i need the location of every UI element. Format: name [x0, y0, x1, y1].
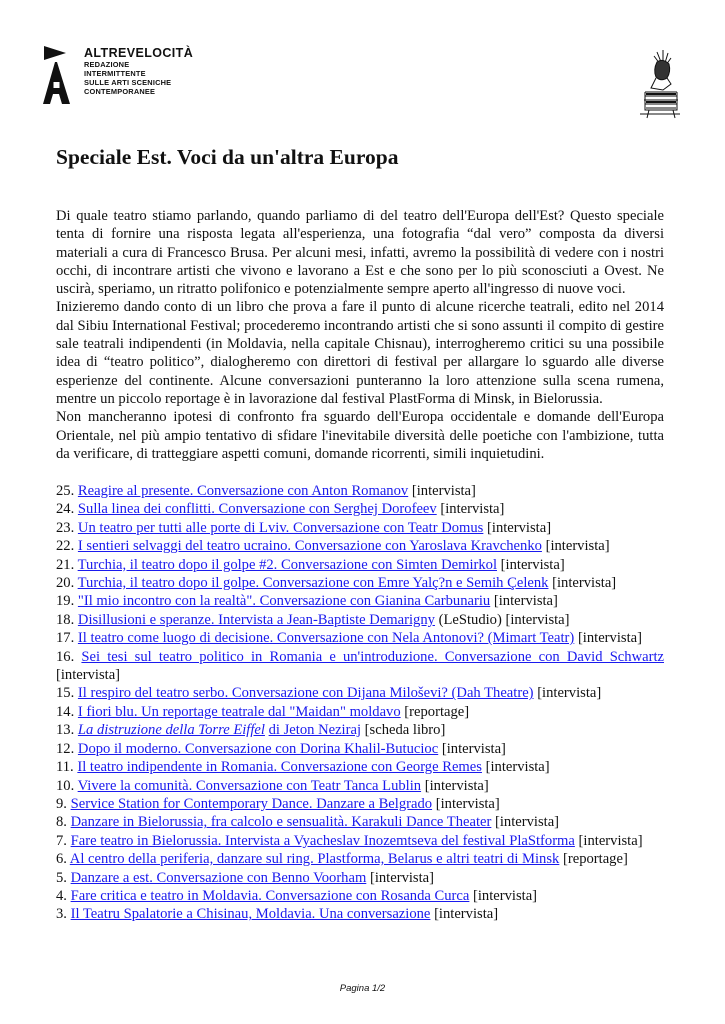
logo-subtitle-line: CONTEMPORANEE: [84, 87, 156, 96]
article-list-item: [56, 721, 664, 739]
article-list-item: [56, 795, 664, 813]
article-link[interactable]: Fare teatro in Bielorussia. Intervista a Vyacheslav Inozemtseva del festival PlaStforma: [70, 832, 575, 849]
article-list-item: [56, 592, 664, 610]
article-type-tag: [intervista]: [500, 556, 565, 573]
article-list-item: [56, 611, 664, 629]
article-type-tag: [intervista]: [435, 795, 500, 812]
article-number: 15.: [56, 685, 75, 702]
article-type-tag: [intervista]: [537, 685, 602, 702]
article-number: 11.: [56, 759, 74, 776]
logo-text: [84, 46, 193, 96]
article-number: 3.: [56, 906, 67, 923]
article-number: 21.: [56, 556, 75, 573]
article-number: 18.: [56, 611, 75, 628]
article-list-item: [56, 887, 664, 905]
article-number: 9.: [56, 795, 67, 812]
article-link[interactable]: Sei tesi sul teatro politico in Romania e un'introduzione. Conversazione con David Schwartz: [81, 648, 664, 665]
article-number: 24.: [56, 501, 75, 518]
article-list-item: [56, 574, 664, 592]
article-link[interactable]: Sulla linea dei conflitti. Conversazione con Serghej Dorofeev: [77, 501, 437, 518]
article-type-tag: [intervista]: [493, 593, 558, 610]
page-title: Speciale Est. Voci da un'altra Europa: [56, 145, 399, 169]
article-link[interactable]: Danzare a est. Conversazione con Benno Voorham: [70, 869, 367, 886]
article-type-tag: (LeStudio) [intervista]: [438, 611, 570, 628]
article-list-item: [56, 813, 664, 831]
article-type-tag: [intervista]: [411, 483, 476, 499]
article-list-item: [56, 537, 664, 555]
article-type-tag: [intervista]: [56, 667, 121, 684]
article-number: 7.: [56, 832, 67, 849]
article-number: 10.: [56, 777, 75, 794]
article-list-item: [56, 629, 664, 647]
article-link[interactable]: Il Teatru Spalatorie a Chisinau, Moldavia. Una conversazione: [70, 906, 431, 923]
article-link[interactable]: Disillusioni e speranze. Intervista a Jean-Baptiste Demarigny: [77, 611, 435, 628]
article-type-tag: [intervista]: [440, 501, 505, 518]
article-number: 8.: [56, 814, 67, 831]
article-type-tag: [intervista]: [434, 906, 499, 923]
article-number: 19.: [56, 593, 75, 610]
article-type-tag: [intervista]: [545, 538, 610, 555]
article-list-item: [56, 777, 664, 795]
page-header: [40, 40, 685, 120]
article-number: 23.: [56, 519, 75, 536]
article-link[interactable]: Al centro della periferia, danzare sul ring. Plastforma, Belarus e altri teatri di Minsk: [69, 851, 560, 868]
article-number: 4.: [56, 887, 67, 904]
article-link[interactable]: Turchia, il teatro dopo il golpe. Conversazione con Emre Yalç?n e Semih Çelenk: [77, 575, 549, 592]
article-type-tag: [intervista]: [473, 887, 538, 904]
article-list-item: [56, 684, 664, 702]
article-list-item: [56, 832, 664, 850]
article-number: 20.: [56, 575, 75, 592]
intro-paragraph: Non mancheranno ipotesi di confronto fra sguardo dell'Europa occidentale e domande dell'Europa Orientale, nel più ampio tentativo di sfidare l'inevitabile diversità delle poetiche con l'ambizione, tutta da verificare, di tratteggiare aspetti comuni, domande ricorrenti, simili inquietudini.: [56, 409, 664, 462]
logo-subtitle-line: INTERMITTENTE: [84, 69, 146, 78]
article-list-item: [56, 905, 664, 923]
article-list-item: [56, 869, 664, 887]
article-number: 14.: [56, 703, 75, 720]
intro-paragraph: Inizieremo dando conto di un libro che prova a fare il punto di alcune ricerche teatrali, edito nel 2014 dal Sibiu International Festival; procederemo incontrando artisti che si sono assunti il compito di gestire sale teatrali indipendenti (in Moldavia, nella capitale Chisnau), interrogheremo critici su una possibile idea di “teatro politico”, dialogheremo con direttori di festival per allargare lo sguardo alle diverse esperienze del continente. Alcune conversazioni punteranno la loro attenzione sulla scena rumena, mentre un piccolo reportage è in lavorazione dal festival PlastForma di Minsk, in Bielorussia.: [56, 299, 664, 407]
article-list-item: [56, 648, 664, 666]
article-list-item: [56, 850, 664, 868]
article-list-item: [56, 740, 664, 758]
article-link[interactable]: Il teatro come luogo di decisione. Conversazione con Nela Antonovi? (Mimart Teatr): [77, 630, 575, 647]
article-link[interactable]: Il respiro del teatro serbo. Conversazione con Dijana Miloševi? (Dah Theatre): [77, 685, 534, 702]
logo-subtitle-line: REDAZIONE: [84, 60, 130, 69]
article-link[interactable]: Un teatro per tutti alle porte di Lviv. Conversazione con Teatr Domus: [77, 519, 484, 536]
article-type-tag: [scheda libro]: [364, 722, 446, 739]
article-link[interactable]: "Il mio incontro con la realtà". Conversazione con Gianina Carbunariu: [77, 593, 491, 610]
article-number: 22.: [56, 538, 75, 555]
article-link[interactable]: La distruzione della Torre Eiffel: [77, 722, 265, 739]
article-number: 13.: [56, 722, 75, 739]
article-type-tag: [intervista]: [578, 832, 643, 849]
altrevelocita-logo-icon: [40, 44, 74, 106]
article-list-item: [56, 703, 664, 721]
article-list-item-continued: [56, 666, 664, 684]
article-type-tag: [reportage]: [404, 703, 470, 720]
article-list-item: [56, 758, 664, 776]
article-list-item: [56, 556, 664, 574]
article-list-item: [56, 482, 664, 500]
article-type-tag: [intervista]: [495, 814, 560, 831]
article-link[interactable]: Dopo il moderno. Conversazione con Dorina Khalil-Butucioc: [77, 740, 439, 757]
article-list: [56, 482, 664, 924]
logo-name: ALTREVELOCITÀ: [84, 46, 194, 60]
article-link[interactable]: I fiori blu. Un reportage teatrale dal "Maidan" moldavo: [77, 703, 401, 720]
article-number: 25.: [56, 483, 75, 499]
article-type-tag: [intervista]: [369, 869, 434, 886]
article-type-tag: [intervista]: [487, 519, 552, 536]
article-number: 6.: [56, 851, 67, 868]
article-type-tag: [intervista]: [424, 777, 489, 794]
article-link[interactable]: I sentieri selvaggi del teatro ucraino. Conversazione con Yaroslava Kravchenko: [77, 538, 542, 555]
article-link[interactable]: Vivere la comunità. Conversazione con Teatr Tanca Lublin: [77, 777, 422, 794]
logo-subtitle-line: SULLE ARTI SCENICHE: [84, 78, 172, 87]
article-link[interactable]: Turchia, il teatro dopo il golpe #2. Conversazione con Simten Demirkol: [77, 556, 498, 573]
article-link[interactable]: Reagire al presente. Conversazione con Anton Romanov: [77, 483, 409, 499]
article-type-tag: [intervista]: [485, 759, 550, 776]
intro-paragraph: Di quale teatro stiamo parlando, quando parliamo di del teatro dell'Europa dell'Est? Questo speciale tenta di fornire una risposta legata all'esperienza, una fotografia “dal vero” composta da diversi materiali a cura di Francesco Brusa. Per alcuni mesi, infatti, avremo la possibilità di vedere con i nostri occhi, di incontrare artisti che vivono e lavorano a Est e che sono per lo più sconosciuti a Ovest. Ne uscirà, speriamo, un ritratto polifonico e potenzialmente sempre aperto all'ingresso di nuove voci.: [56, 208, 664, 298]
article-link[interactable]: Service Station for Contemporary Dance. Danzare a Belgrado: [70, 795, 433, 812]
article-type-tag: [reportage]: [563, 851, 628, 868]
article-number: 16.: [56, 648, 75, 665]
article-type-tag: [intervista]: [441, 740, 506, 757]
article-number: 17.: [56, 630, 75, 647]
article-link[interactable]: Il teatro indipendente in Romania. Conversazione con George Remes: [77, 759, 482, 776]
article-author-link[interactable]: di Jeton Neziraj: [268, 722, 362, 739]
article-list-item: [56, 500, 664, 518]
page-number: Pagina 1/2: [339, 983, 386, 994]
article-number: 5.: [56, 869, 67, 886]
article-list-item: [56, 519, 664, 537]
reading-figure-illustration-icon: [637, 48, 683, 120]
article-type-tag: [intervista]: [552, 575, 617, 592]
article-link[interactable]: Fare critica e teatro in Moldavia. Conversazione con Rosanda Curca: [70, 887, 470, 904]
article-number: 12.: [56, 740, 75, 757]
article-type-tag: [intervista]: [577, 630, 642, 647]
article-link[interactable]: Danzare in Bielorussia, fra calcolo e sensualità. Karakuli Dance Theater: [70, 814, 492, 831]
intro-text: [56, 207, 664, 463]
